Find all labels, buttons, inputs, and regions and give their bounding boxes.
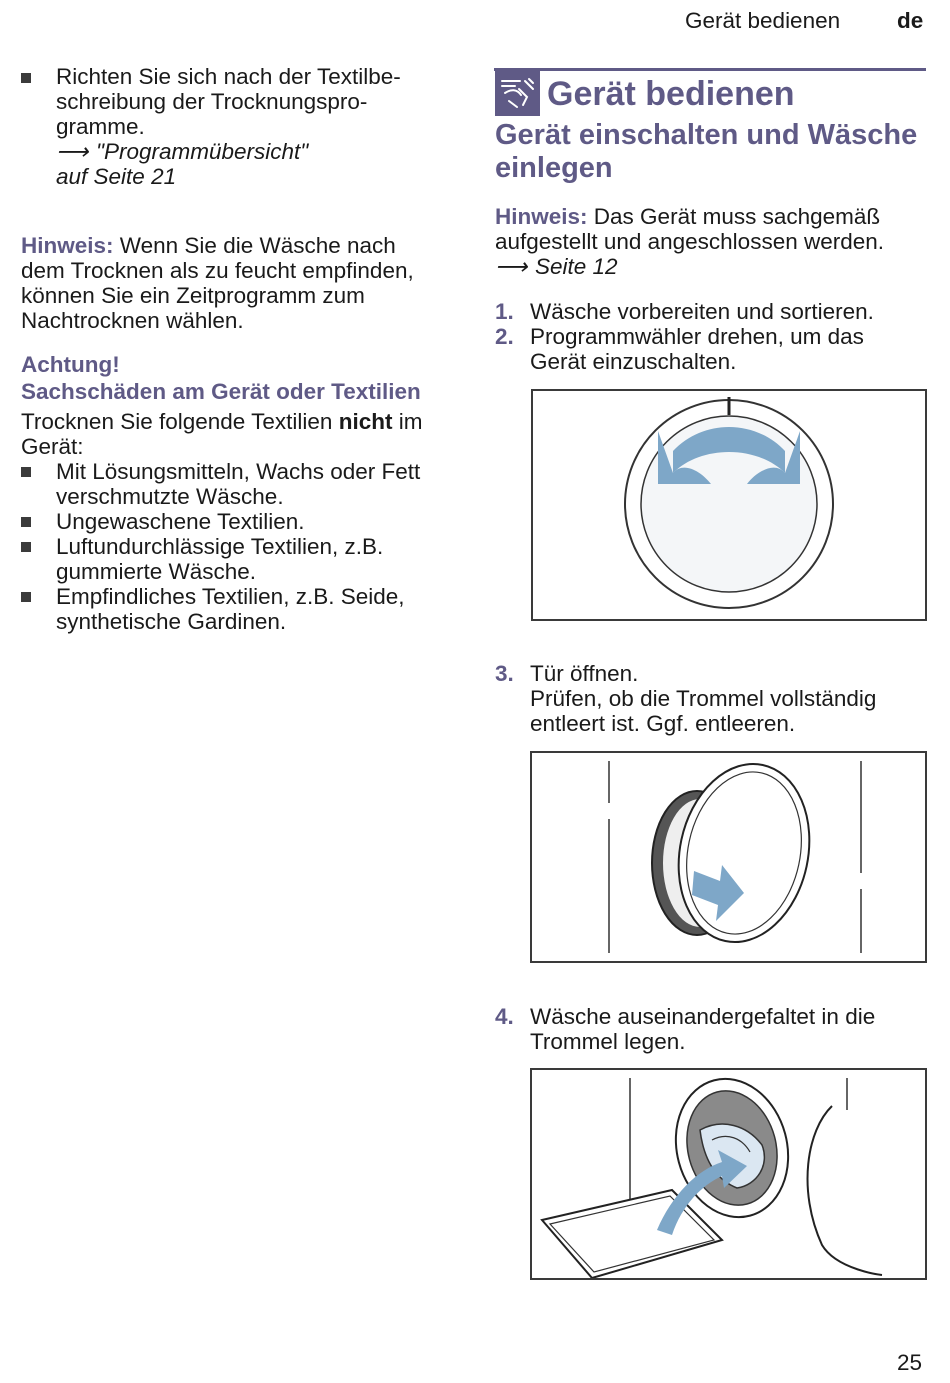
note-block: Hinweis: Wenn Sie die Wäsche nach dem Trocknen als zu feucht empfinden, können Sie ein Zeitprogramm zum Nachtrocknen wählen. [21,233,414,333]
bullet-marker [21,73,31,83]
page-number: 25 [897,1350,923,1375]
warning-subtitle: Sachschäden am Gerät oder Textilien [21,379,421,404]
running-header: Gerät bedienen [685,8,841,33]
operate-appliance-icon [495,71,540,116]
arrow-icon: ⟶ [56,139,89,164]
step-number: 2. [495,324,514,349]
bullet-textile-description: Richten Sie sich nach der Textilbe- schreibung der Trocknungspro- gramme. ⟶ "Programmübersicht" auf Seite 21 [56,64,401,189]
warning-intro: Trocknen Sie folgende Textilien nicht im Gerät: [21,409,423,459]
step-text: Programmwähler drehen, um das Gerät einzuschalten. [530,324,864,374]
list-item: Luftundurchlässige Textilien, z.B. gummierte Wäsche. [56,534,384,584]
bullet-marker [21,467,31,477]
bullet-marker [21,542,31,552]
open-door-illustration [530,751,927,963]
page-title: Gerät bedienen [547,75,795,113]
section-subtitle: Gerät einschalten und Wäsche einlegen [495,119,918,184]
cross-reference-page[interactable]: auf Seite 21 [56,164,177,189]
note-label: Hinweis: [495,204,588,229]
cross-reference-link[interactable]: Seite 12 [535,254,618,279]
note-label: Hinweis: [21,233,114,258]
list-item: Empfindliches Textilien, z.B. Seide, synthetische Gardinen. [56,584,405,634]
load-laundry-illustration [530,1068,927,1280]
step-text: Tür öffnen. Prüfen, ob die Trommel vollständig entleert ist. Ggf. entleeren. [530,661,877,736]
program-selector-illustration [531,389,927,621]
step-text: Wäsche vorbereiten und sortieren. [530,299,874,324]
section-rule [494,68,926,71]
language-tag: de [897,8,924,33]
bullet-marker [21,517,31,527]
cross-reference-link[interactable]: "Programmübersicht" [96,139,309,164]
arrow-icon: ⟶ [495,254,528,279]
list-item: Ungewaschene Textilien. [56,509,305,534]
bullet-marker [21,592,31,602]
warning-title: Achtung! [21,352,120,377]
step-number: 4. [495,1004,514,1029]
step-number: 3. [495,661,514,686]
step-text: Wäsche auseinandergefaltet in die Trommel legen. [530,1004,876,1054]
step-number: 1. [495,299,514,324]
note-block: Hinweis: Das Gerät muss sachgemäß aufgestellt und angeschlossen werden. ⟶ Seite 12 [495,204,885,279]
list-item: Mit Lösungsmitteln, Wachs oder Fett verschmutzte Wäsche. [56,459,421,509]
